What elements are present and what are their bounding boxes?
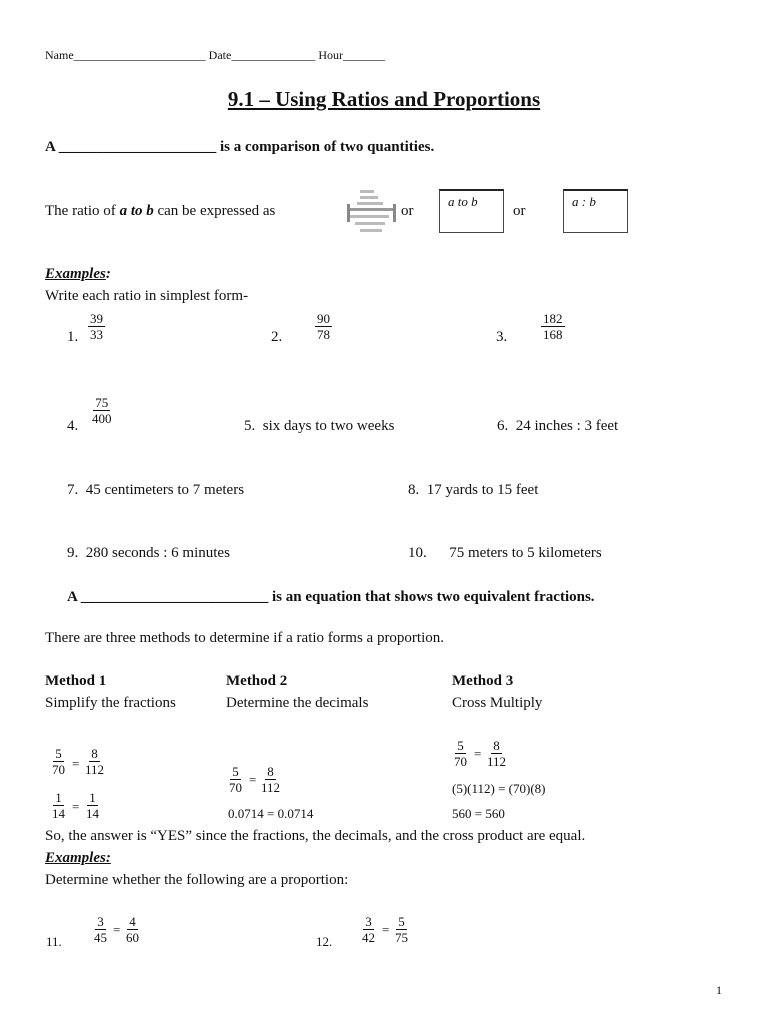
item-12-frac-2-num: 5 bbox=[398, 914, 405, 929]
m1-frac-2-num: 8 bbox=[91, 746, 98, 761]
m3-frac-2-den: 112 bbox=[487, 754, 507, 769]
ratio-a-to-b: a to b bbox=[119, 203, 154, 219]
item-12-frac-2 bbox=[393, 914, 410, 945]
item-11-frac-2-den: 60 bbox=[126, 930, 139, 945]
item-12-equals: = bbox=[382, 922, 390, 937]
item-10-number: 10. bbox=[408, 545, 427, 561]
item-2-fraction bbox=[315, 311, 332, 342]
item-4-number: 4. bbox=[67, 418, 79, 434]
examples-heading-colon: : bbox=[105, 266, 111, 282]
ratio-def-suffix: is a comparison of two quantities. bbox=[220, 139, 435, 155]
item-11-frac-2-num: 4 bbox=[129, 914, 136, 929]
item-7-text: 45 centimeters to 7 meters bbox=[85, 482, 245, 498]
m2-frac-1-num: 5 bbox=[232, 764, 239, 779]
m3-cross-line: (5)(112) = (70)(8) bbox=[452, 781, 546, 796]
item-5 bbox=[244, 418, 394, 435]
m1-frac-3-den: 14 bbox=[52, 806, 65, 821]
proportion-def-prefix: A bbox=[67, 589, 78, 605]
examples-instruction-2: Determine whether the following are a proportion: bbox=[45, 872, 349, 888]
proportion-def-suffix: is an equation that shows two equivalent fractions. bbox=[272, 589, 595, 605]
item-7-number: 7. bbox=[67, 482, 79, 498]
examples-instruction-1: Write each ratio in simplest form- bbox=[45, 288, 249, 304]
method-3-desc: Cross Multiply bbox=[452, 695, 543, 711]
ratio-definition bbox=[45, 139, 434, 156]
ratio-forms-intro bbox=[45, 203, 275, 220]
m1-frac-4 bbox=[84, 790, 101, 821]
item-9-text: 280 seconds : 6 minutes bbox=[85, 545, 230, 561]
item-3-numerator: 182 bbox=[543, 311, 563, 326]
answer-line: So, the answer is “YES” since the fractions, the decimals, and the cross product are equal. bbox=[45, 828, 586, 844]
item-11-frac-1-den: 45 bbox=[94, 930, 107, 945]
page-number: 1 bbox=[716, 983, 722, 997]
item-1-denominator: 33 bbox=[90, 327, 103, 342]
methods-intro: There are three methods to determine if a ratio forms a proportion. bbox=[45, 630, 445, 646]
m1-frac-1-num: 5 bbox=[55, 746, 62, 761]
proportion-definition bbox=[67, 589, 595, 606]
m3-frac-2 bbox=[485, 738, 508, 769]
m1-frac-1-den: 70 bbox=[52, 762, 65, 777]
or-2: or bbox=[513, 203, 526, 219]
fraction-form-image bbox=[345, 188, 400, 240]
hour-blank: _______ bbox=[342, 48, 385, 62]
item-11-equals: = bbox=[113, 922, 121, 937]
name-blank: ______________________ bbox=[73, 48, 206, 62]
m2-result: 0.0714 = 0.0714 bbox=[228, 806, 314, 821]
m2-frac-1-den: 70 bbox=[229, 780, 242, 795]
item-11-frac-1-num: 3 bbox=[97, 914, 104, 929]
item-2-number: 2. bbox=[271, 329, 283, 345]
form-a-colon-b-box: a : b bbox=[563, 189, 628, 233]
item-6-number: 6. bbox=[497, 418, 509, 434]
item-3-number: 3. bbox=[496, 329, 508, 345]
m1-equals-2: = bbox=[72, 799, 80, 814]
item-8-text: 17 yards to 15 feet bbox=[426, 482, 539, 498]
m1-frac-3-num: 1 bbox=[55, 790, 62, 805]
item-12-frac-1-num: 3 bbox=[365, 914, 372, 929]
item-8 bbox=[408, 482, 538, 499]
m2-equals: = bbox=[249, 772, 257, 787]
method-2-title: Method 2 bbox=[226, 673, 288, 689]
item-9 bbox=[67, 545, 230, 562]
item-11-frac-1 bbox=[92, 914, 109, 945]
item-12-frac-1 bbox=[360, 914, 377, 945]
method-3-title: Method 3 bbox=[452, 673, 514, 689]
ratio-def-prefix: A bbox=[45, 139, 56, 155]
item-6 bbox=[497, 418, 618, 435]
method-1-title: Method 1 bbox=[45, 673, 107, 689]
date-label: Date bbox=[208, 48, 232, 62]
date-blank: ______________ bbox=[231, 48, 316, 62]
item-6-text: 24 inches : 3 feet bbox=[515, 418, 619, 434]
m2-frac-1 bbox=[227, 764, 244, 795]
m3-equals: = bbox=[474, 746, 482, 761]
m1-equals-1: = bbox=[72, 756, 80, 771]
item-1-number: 1. bbox=[67, 329, 79, 345]
item-10-text: 75 meters to 5 kilometers bbox=[449, 545, 602, 561]
item-12-number: 12. bbox=[316, 934, 333, 949]
ratio-intro-end: can be expressed as bbox=[157, 203, 276, 219]
item-12-frac-2-den: 75 bbox=[395, 930, 408, 945]
m2-frac-2 bbox=[259, 764, 282, 795]
item-1-numerator: 39 bbox=[90, 311, 103, 326]
or-1: or bbox=[401, 203, 414, 219]
name-label: Name bbox=[45, 48, 74, 62]
hour-label: Hour bbox=[318, 48, 343, 62]
m3-result: 560 = 560 bbox=[452, 806, 505, 821]
page-title: 9.1 – Using Ratios and Proportions bbox=[227, 87, 541, 111]
item-11-number: 11. bbox=[46, 934, 62, 949]
item-4-denominator: 400 bbox=[92, 411, 112, 426]
m3-frac-1-den: 70 bbox=[454, 754, 467, 769]
item-4-numerator: 75 bbox=[95, 395, 109, 410]
item-12-frac-1-den: 42 bbox=[362, 930, 375, 945]
item-10 bbox=[408, 545, 602, 562]
m2-frac-2-den: 112 bbox=[261, 780, 281, 795]
item-8-number: 8. bbox=[408, 482, 420, 498]
m1-frac-2 bbox=[83, 746, 106, 777]
item-5-text: six days to two weeks bbox=[262, 418, 395, 434]
examples-heading-2: Examples: bbox=[45, 850, 111, 866]
examples-heading-text: Examples bbox=[45, 266, 106, 282]
item-11-frac-2 bbox=[124, 914, 141, 945]
item-1-fraction bbox=[88, 311, 105, 342]
m1-frac-1 bbox=[50, 746, 67, 777]
m3-frac-1 bbox=[452, 738, 469, 769]
item-9-number: 9. bbox=[67, 545, 79, 561]
method-1-desc: Simplify the fractions bbox=[45, 695, 176, 711]
form-a-to-b-box: a to b bbox=[439, 189, 504, 233]
header-line bbox=[45, 48, 385, 63]
item-7 bbox=[67, 482, 244, 499]
m1-frac-2-den: 112 bbox=[85, 762, 105, 777]
item-4-fraction bbox=[90, 395, 114, 426]
examples-heading-1 bbox=[45, 266, 111, 283]
ratio-blank: _____________________ bbox=[58, 139, 217, 155]
ratio-intro-start: The ratio of bbox=[45, 203, 116, 219]
m2-frac-2-num: 8 bbox=[267, 764, 274, 779]
item-3-denominator: 168 bbox=[543, 327, 563, 342]
m1-frac-3 bbox=[50, 790, 67, 821]
m1-frac-4-den: 14 bbox=[86, 806, 99, 821]
item-3-fraction bbox=[541, 311, 565, 342]
method-2-desc: Determine the decimals bbox=[226, 695, 369, 711]
item-2-numerator: 90 bbox=[317, 311, 330, 326]
item-2-denominator: 78 bbox=[317, 327, 330, 342]
proportion-blank: _________________________ bbox=[80, 589, 269, 605]
item-5-number: 5. bbox=[244, 418, 256, 434]
m3-frac-2-num: 8 bbox=[493, 738, 500, 753]
m3-frac-1-num: 5 bbox=[457, 738, 464, 753]
m1-frac-4-num: 1 bbox=[89, 790, 96, 805]
